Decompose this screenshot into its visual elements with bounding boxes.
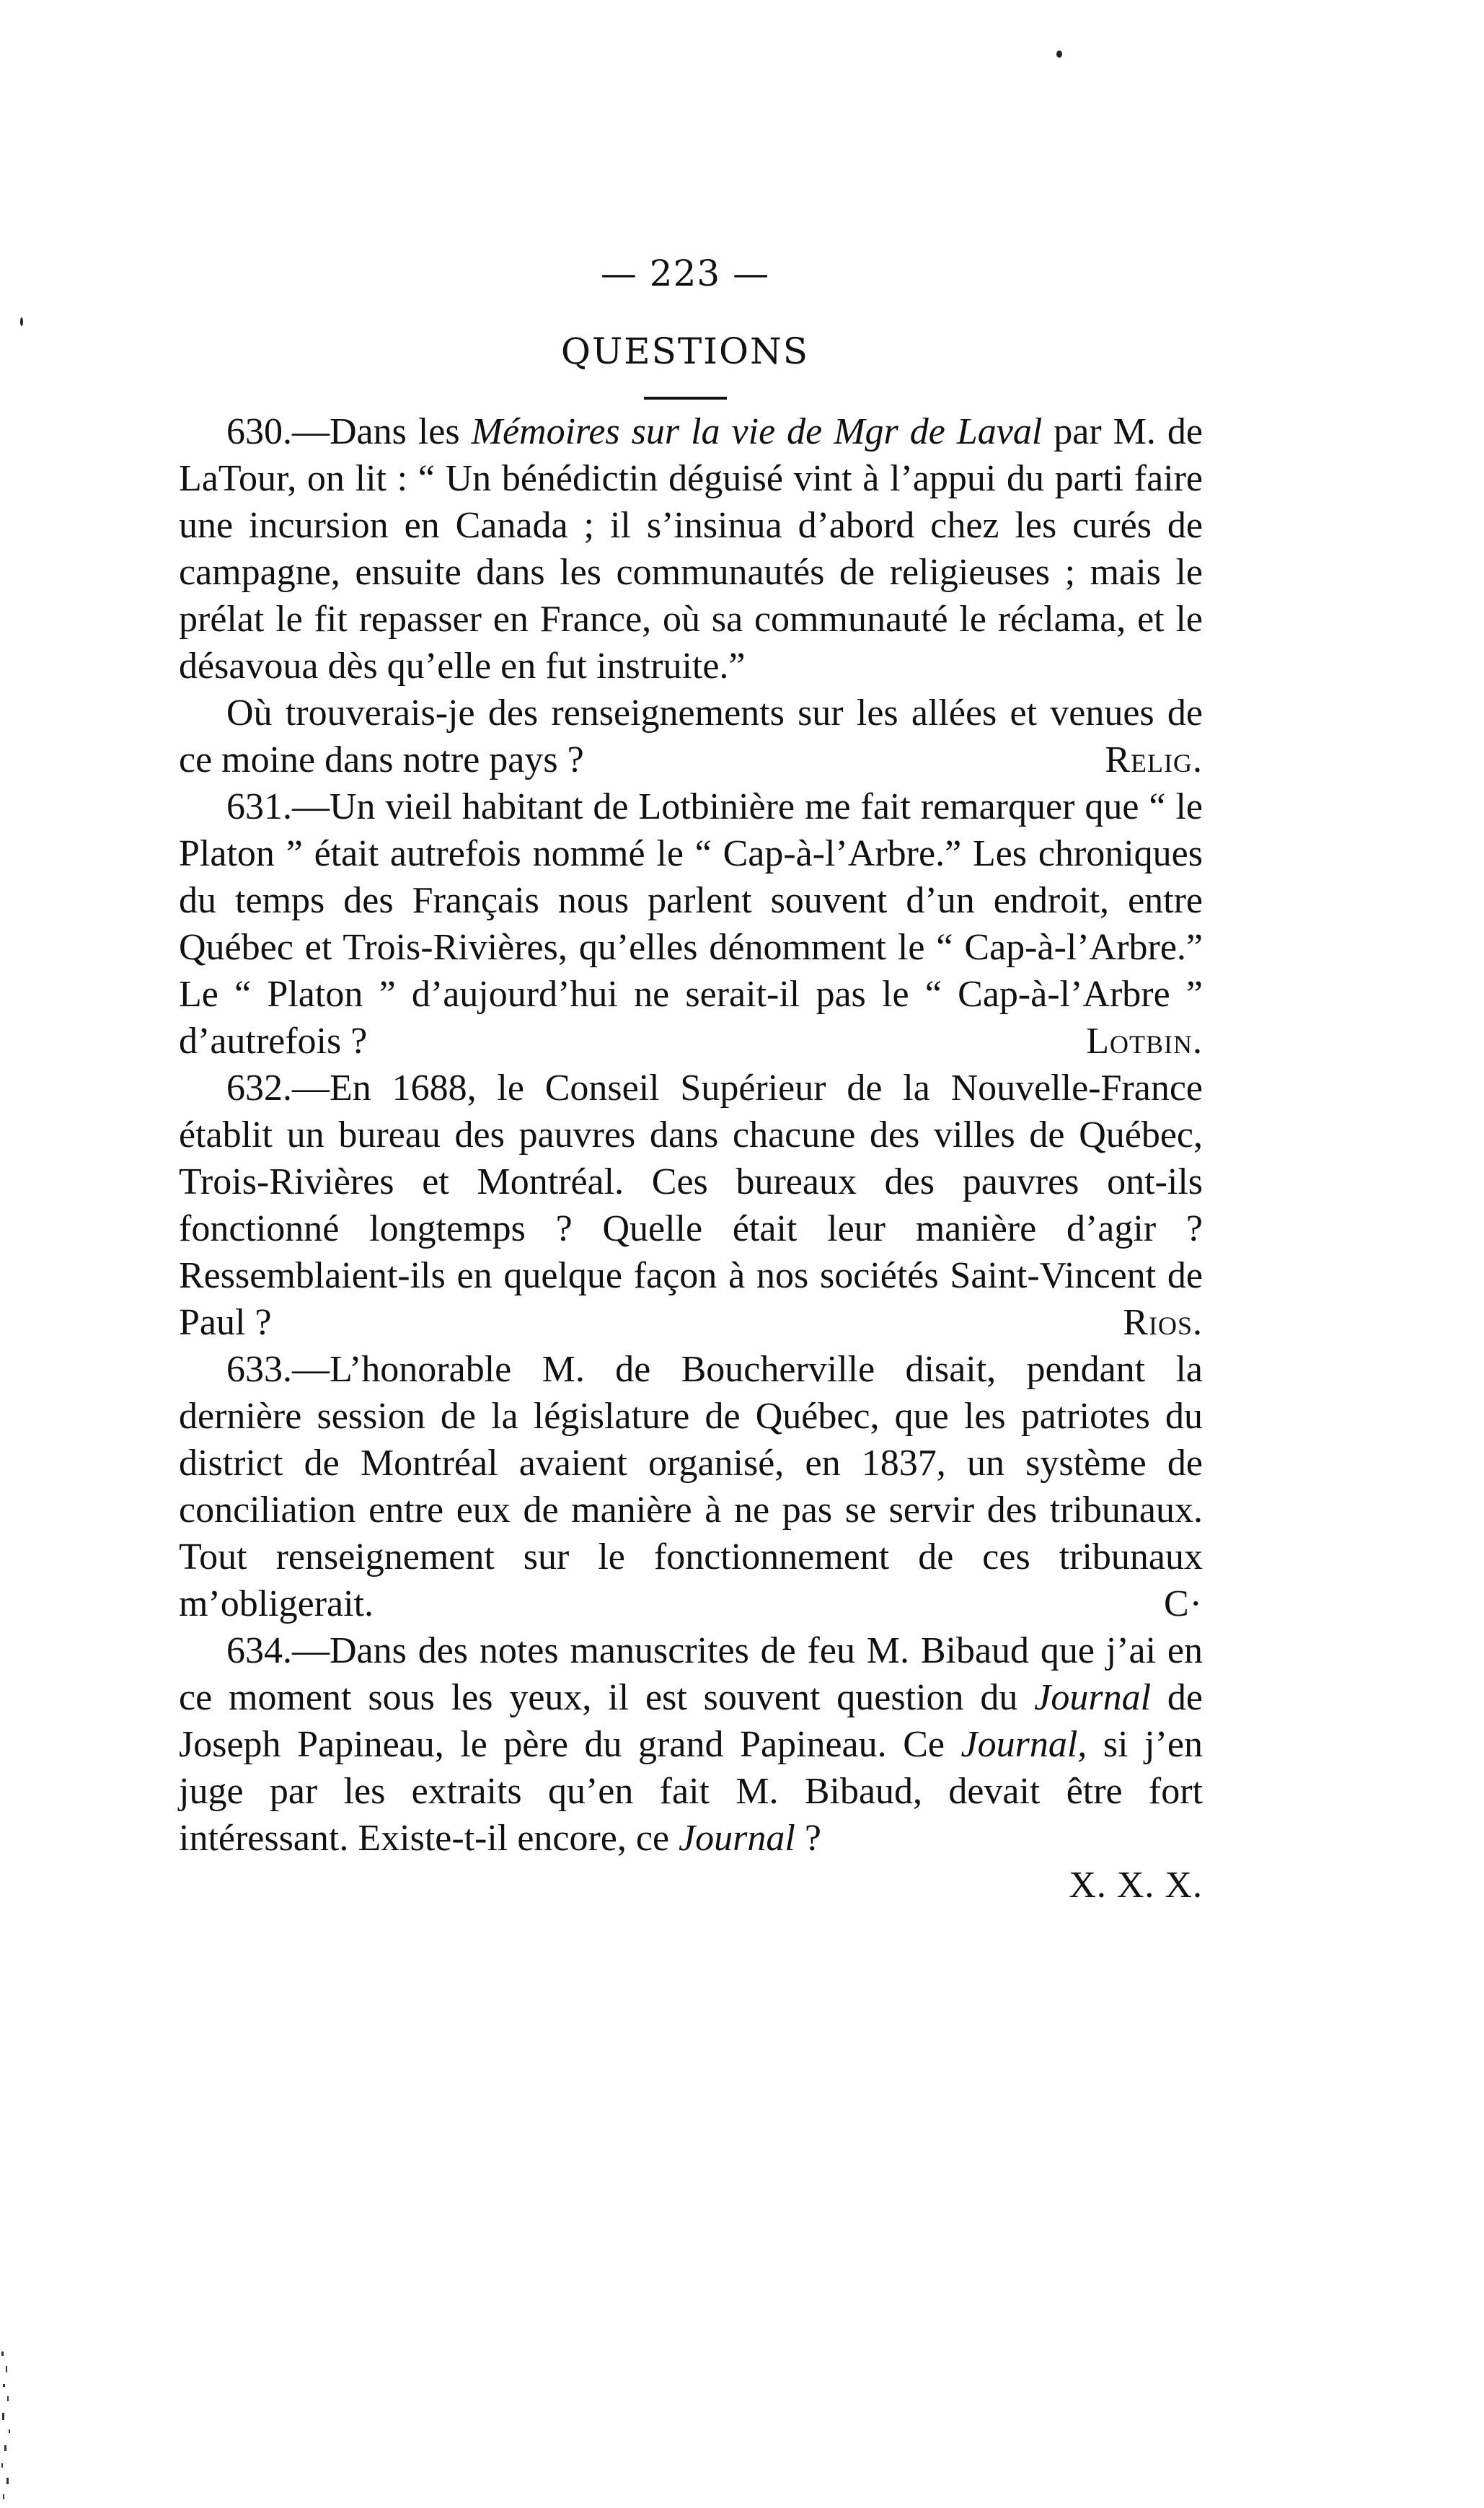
question-text: L’honorable M. de Boucherville disait, pendant la dernière session de la législature de Québec, que les patriotes du district de Montréal avaient organisé, en 1837, un système de conciliation entre eux de manière à ne pas se servir des tribunaux. Tout renseignement sur le fonctionnement de ces tribunaux m’obligerait.	[179, 1349, 1203, 1624]
question-634-signature-line	[179, 1862, 1203, 1909]
question-text: si j’en juge par les extraits qu’en fait M. Bibaud, devait être fort intéressant. Existe-t-il encore, ce	[179, 1724, 1203, 1859]
question-631	[179, 783, 1203, 1065]
book-title: Mémoires sur la vie de Mgr de Laval	[471, 411, 1043, 452]
question-text: En 1688, le Conseil Supérieur de la Nouvelle-France établit un bureau des pauvres dans chacune des villes de Québec, Trois-Rivières et Montréal. Ces bureaux des pauvres ont-ils fonctionné longtemps ? Quelle était leur manière d’agir ? Ressemblaient-ils en quelque façon à nos sociétés Saint-Vincent de Paul ?	[179, 1068, 1203, 1343]
question-number: 634.	[226, 1630, 292, 1671]
question-text: Où trouverais-je des renseignements sur les allées et venues de ce moine dans notre pays ?	[179, 692, 1203, 780]
question-signature: Relig.	[1105, 739, 1203, 780]
scan-speck	[20, 317, 23, 326]
question-signature: C·	[1164, 1583, 1203, 1624]
question-dash: —	[292, 1068, 330, 1109]
question-631-paragraph	[179, 783, 1203, 1065]
question-dash: —	[292, 1349, 330, 1390]
scan-speck	[1056, 50, 1062, 58]
page-number: — 223 —	[600, 252, 770, 294]
question-632	[179, 1065, 1203, 1346]
journal-title: Journal	[1034, 1677, 1152, 1718]
question-text: ?	[795, 1818, 821, 1859]
question-634	[179, 1627, 1203, 1909]
journal-title: Journal,	[960, 1724, 1087, 1765]
question-dash: —	[292, 1630, 330, 1671]
question-number: 633.	[226, 1349, 292, 1390]
question-lead: Dans les	[330, 411, 472, 452]
title-underline	[644, 397, 727, 400]
page-title: QUESTIONS	[561, 330, 809, 372]
journal-title: Journal	[679, 1818, 795, 1859]
questions-body	[179, 408, 1203, 1909]
question-dash: —	[292, 411, 330, 452]
question-number: 632.	[226, 1068, 292, 1109]
question-633	[179, 1346, 1203, 1627]
question-634-paragraph	[179, 1627, 1203, 1862]
question-633-paragraph	[179, 1346, 1203, 1627]
question-text: par M. de LaTour, on lit : “ Un bénédictin déguisé vint à l’appui du parti faire une incursion en Canada ; il s’insinua d’abord chez les curés de campagne, ensuite dans les communautés de religieuses ; mais le prélat le fit repasser en France, où sa communauté le réclama, et le désavoua dès qu’elle en fut instruite.”	[179, 411, 1203, 687]
question-630-paragraph-1	[179, 408, 1203, 690]
question-number: 630.	[226, 411, 292, 452]
question-number: 631.	[226, 786, 292, 827]
question-dash: —	[292, 786, 330, 827]
question-630	[179, 408, 1203, 783]
question-text: Dans des notes manuscrites de feu M. Bibaud que j’ai en ce moment sous les yeux, il est souvent question du	[179, 1630, 1203, 1718]
scan-edge-noise	[0, 2344, 16, 2508]
question-630-paragraph-2	[179, 690, 1203, 783]
question-632-paragraph	[179, 1065, 1203, 1346]
question-text: de Joseph Papineau, le père du grand Papineau. Ce	[179, 1677, 1203, 1765]
question-signature: Lotbin.	[1086, 1021, 1203, 1062]
question-text: Un vieil habitant de Lotbinière me fait remarquer que “ le Platon ” était autrefois nommé le “ Cap-à-l’Arbre.” Les chroniques du temps des Français nous parlent souvent d’un endroit, entre Québec et Trois-Rivières, qu’elles dénomment le “ Cap-à-l’Arbre.” Le “ Platon ” d’aujourd’hui ne serait-il pas le “ Cap-à-l’Arbre ” d’autrefois ?	[179, 786, 1203, 1062]
question-signature: Rios.	[1123, 1302, 1203, 1343]
question-signature: X. X. X.	[1069, 1865, 1203, 1906]
